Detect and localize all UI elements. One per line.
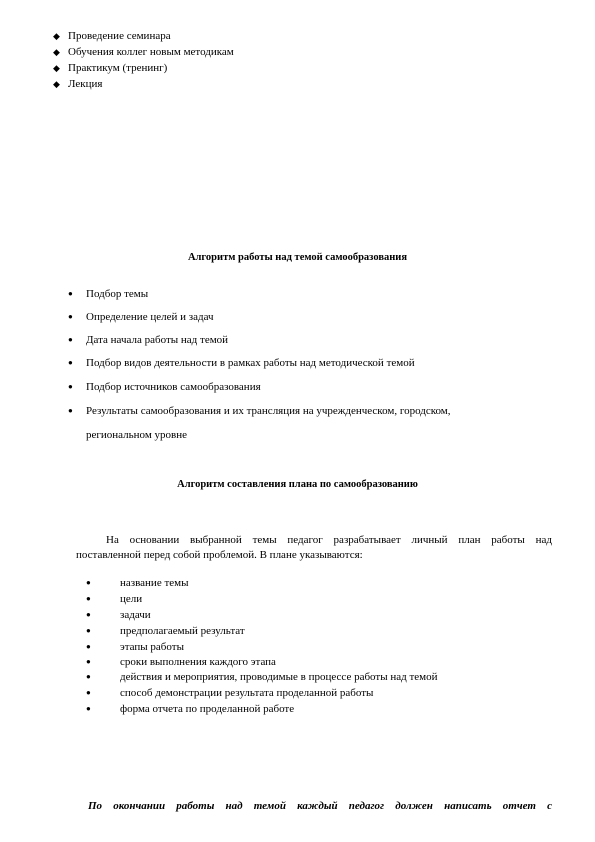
section-heading-plan: Алгоритм составления плана по самообразованию [177,479,418,490]
list-item: Проведение семинара [68,30,171,42]
dot-bullet-icon: ● [86,704,91,713]
diamond-bullet-icon: ◆ [53,47,60,57]
dot-bullet-icon: ● [68,289,73,298]
list-item-continuation: региональном уровне [86,429,188,441]
dot-bullet-icon: ● [86,642,91,651]
list-item: Лекция [68,78,103,90]
list-item: способ демонстрации результата проделанной работы [120,687,374,699]
dot-bullet-icon: ● [86,610,91,619]
dot-bullet-icon: ● [86,672,91,681]
dot-bullet-icon: ● [68,382,73,391]
list-item: Определение целей и задач [86,311,214,323]
section-heading-algorithm: Алгоритм работы над темой самообразования [187,252,408,263]
dot-bullet-icon: ● [86,626,91,635]
list-item: название темы [120,577,189,589]
list-item: задачи [120,609,151,621]
dot-bullet-icon: ● [86,594,91,603]
dot-bullet-icon: ● [68,335,73,344]
list-item: действия и мероприятия, проводимые в процессе работы над темой [120,671,438,683]
dot-bullet-icon: ● [68,312,73,321]
list-item: сроки выполнения каждого этапа [120,656,276,668]
list-item: Подбор источников самообразования [86,381,261,393]
list-item: Обучения коллег новым методикам [68,46,234,58]
dot-bullet-icon: ● [86,688,91,697]
list-item: этапы работы [120,641,184,653]
dot-bullet-icon: ● [68,406,73,415]
diamond-bullet-icon: ◆ [53,31,60,41]
list-item: цели [120,593,143,605]
footer-paragraph-line: По окончании работы над темой каждый педагог должен написать отчет с [88,800,552,812]
dot-bullet-icon: ● [86,657,91,666]
paragraph-line: На основании выбранной темы педагог разрабатывает личный план работы над [106,534,552,546]
diamond-bullet-icon: ◆ [53,63,60,73]
list-item: Результаты самообразования и их трансляция на учрежденческом, городском, [86,405,451,417]
diamond-bullet-icon: ◆ [53,79,60,89]
paragraph-line: поставленной перед собой проблемой. В плане указываются: [76,549,363,561]
list-item: Подбор темы [86,288,149,300]
list-item: форма отчета по проделанной работе [120,703,295,715]
dot-bullet-icon: ● [68,358,73,367]
dot-bullet-icon: ● [86,578,91,587]
list-item: Дата начала работы над темой [86,334,229,346]
list-item: предполагаемый результат [120,625,245,637]
list-item: Практикум (тренинг) [68,62,168,74]
list-item: Подбор видов деятельности в рамках работы над методической темой [86,357,415,369]
